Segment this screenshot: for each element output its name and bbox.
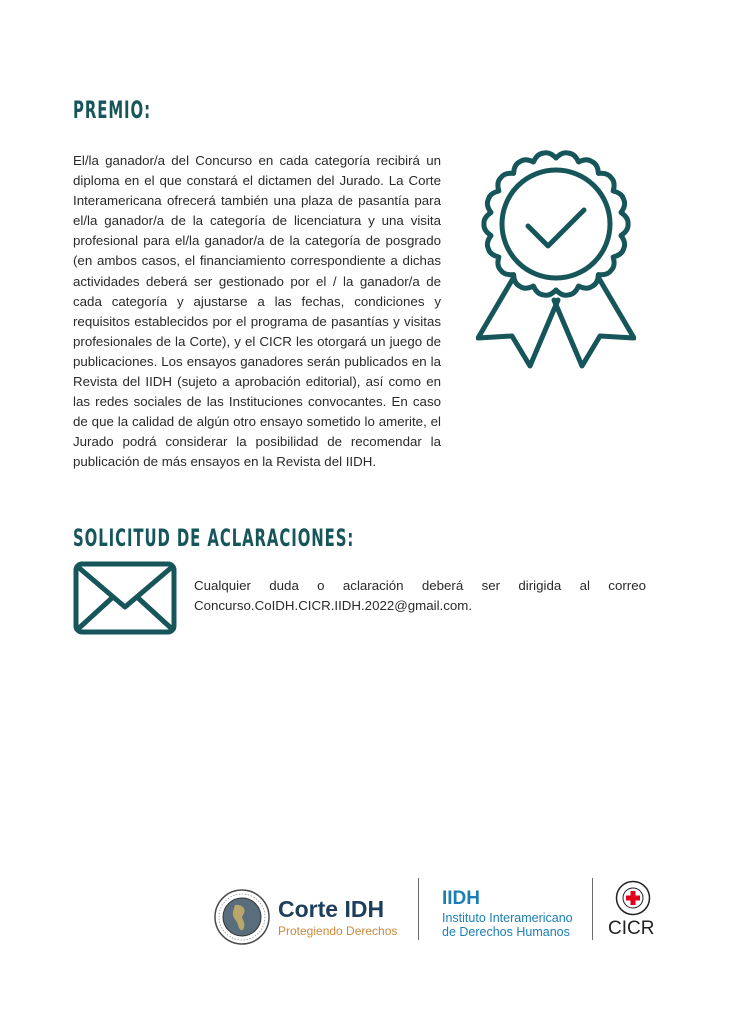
corte-idh-name: Corte IDH [278, 896, 385, 922]
iidh-full-name-line1: Instituto Interamericano [442, 911, 573, 925]
award-ribbon-check-icon [476, 150, 636, 372]
iidh-full-name-line2: de Derechos Humanos [442, 925, 570, 939]
footer-divider [418, 878, 419, 940]
corte-idh-tagline: Protegiendo Derechos [278, 924, 398, 938]
contact-paragraph: Cualquier duda o aclaración deberá ser dirigida al correo Concurso.CoIDH.CICR.IIDH.2022@gmail.com. [194, 578, 646, 614]
iidh-name: IIDH [442, 888, 480, 909]
footer-divider [592, 878, 593, 940]
premio-heading: PREMIO: [73, 96, 151, 124]
premio-paragraph: El/la ganador/a del Concurso en cada categoría recibirá un diploma en el que constará el dictamen del Jurado. La Corte Interamericana ofrecerá también una plaza de pasantía para el/la ganador/a de la categoría de licenciatura y una visita profesional para el/la ganador/a de la categoría de posgrado (en ambos casos, el financiamiento correspondiente a dichas actividades deberá ser gestionado por el / la ganador/a de cada categoría y ajustarse a las fechas, condiciones y requisitos establecidos por el programa de pasantías y visitas profesionales de la Corte), y el CICR les otorgará un juego de publicaciones. Los ensayos ganadores serán publicados en la Revista del IIDH (sujeto a aprobación editorial), así como en las redes sociales de las Instituciones convocantes. En caso de que la calidad de algún otro ensayo sometido lo amerite, el Jurado podrá considerar la posibilidad de recomendar la publicación de más ensayos en la Revista del IIDH. [73, 153, 441, 470]
envelope-icon [73, 561, 177, 635]
red-cross-emblem-logo [615, 880, 651, 916]
corte-idh-seal-logo [213, 888, 271, 946]
solicitud-heading: SOLICITUD DE ACLARACIONES: [73, 524, 355, 552]
cicr-name: CICR [608, 918, 655, 939]
